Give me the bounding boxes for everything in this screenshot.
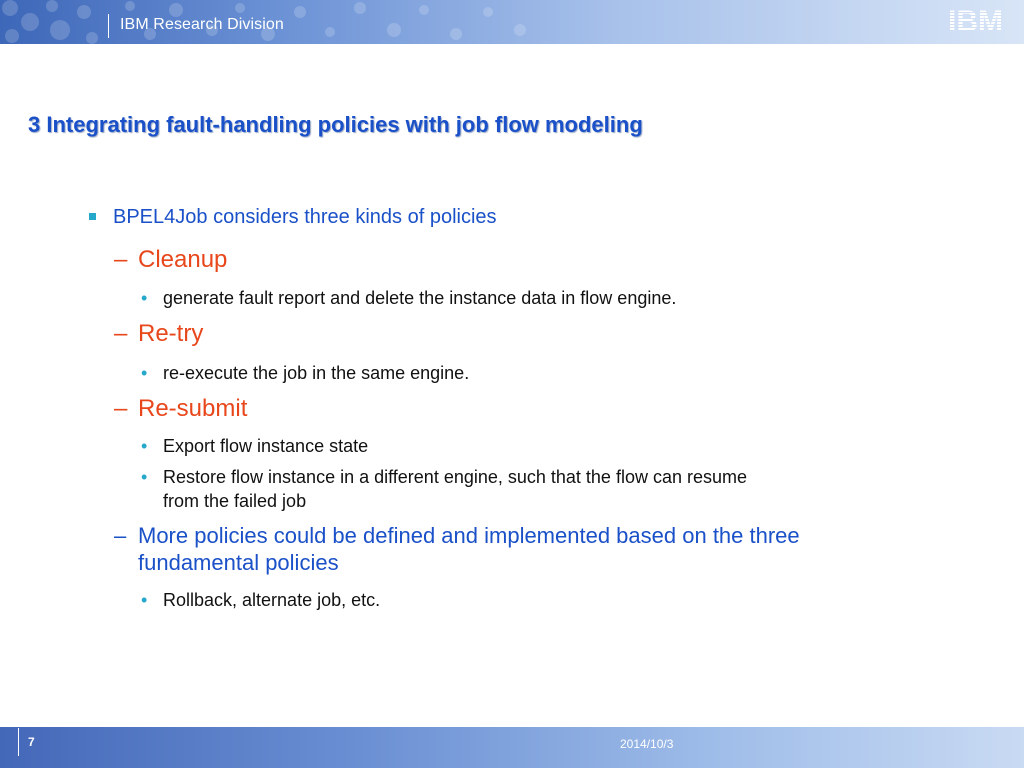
slide-title: 3 Integrating fault-handling policies with job flow modeling: [28, 112, 643, 137]
sub-bullet-icon: •: [141, 363, 148, 383]
dash-glyph: –: [114, 523, 127, 548]
dash-glyph: –: [114, 246, 128, 273]
cleanup-description: generate fault report and delete the instance data in flow engine.: [163, 288, 677, 308]
sub-bullet-icon: •: [141, 436, 148, 456]
more-policies-line-1: More policies could be defined and implemented based on the three: [138, 523, 800, 548]
sub-bullet-icon: •: [141, 467, 148, 487]
resubmit-description-2: Restore flow instance in a different engine, such that the flow can resume: [163, 467, 747, 487]
square-bullet-icon: [89, 213, 96, 220]
policy-retry: Re-try: [138, 320, 204, 347]
more-policies-example: Rollback, alternate job, etc.: [163, 590, 381, 610]
page-number: 7: [28, 735, 35, 749]
dash-glyph: –: [114, 320, 128, 347]
footer-band: [0, 727, 1024, 768]
sub-bullet-icon: •: [141, 590, 148, 610]
footer-date: 2014/10/3: [620, 737, 674, 751]
resubmit-description-2-cont: from the failed job: [163, 491, 307, 511]
division-label: IBM Research Division: [120, 16, 284, 33]
resubmit-description-1: Export flow instance state: [163, 436, 369, 456]
dash-glyph: –: [114, 395, 128, 422]
policy-cleanup: Cleanup: [138, 246, 228, 273]
retry-description: re-execute the job in the same engine.: [163, 363, 470, 383]
sub-bullet-icon: •: [141, 288, 148, 308]
policy-resubmit: Re-submit: [138, 395, 248, 422]
more-policies-line-2: fundamental policies: [138, 550, 339, 575]
main-bullet-text: BPEL4Job considers three kinds of policies: [113, 206, 497, 228]
footer-divider: [18, 728, 19, 756]
svg-text:IBM: IBM: [948, 5, 1003, 36]
